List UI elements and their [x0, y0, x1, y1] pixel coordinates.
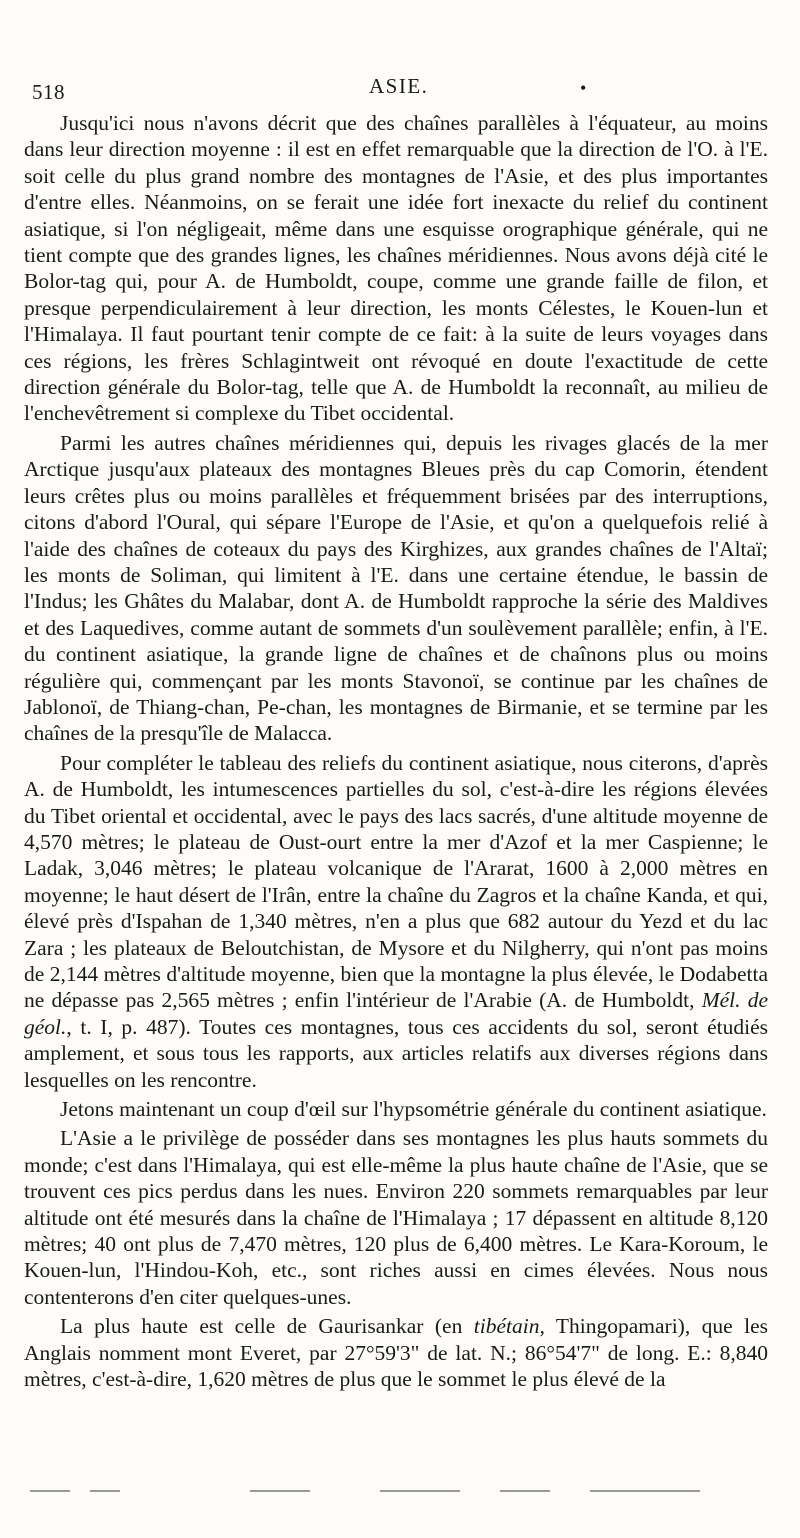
paragraph-6-tail: Thingopamari), que les Anglais nomment mont Everet, par 27°59'3" de lat. N.; 86°54'7" de long. E.: 8,840 mètres, c'est-à-dire, 1,620 mètres de plus que le sommet le plus élevé de la — [24, 1314, 769, 1392]
paragraph-3-text: Pour compléter le tableau des reliefs du continent asiatique, nous citerons, d'après A. de Humboldt, les intumescences partielles du sol, c'est-à-dire les régions élevées du Tibet oriental et occidental, avec le pays des lacs sacrés, d'une altitude moyenne de 4,570 mètres; le plateau de Oust-ourt entre la mer d'Azof et la mer Caspienne; le Ladak, 3,046 mètres; le plateau volcanique de l'Ararat, 1600 à 2,000 mètres en moyenne; le haut désert de l'Irân, entre la chaîne du Zagros et la chaîne Kanda, et qui, élevé près d'Ispahan de 1,340 mètres, n'en a plus que 682 autour du Yezd et du lac Zara ; les plateaux de Beloutchistan, de Mysore et du Nilgherry, qui n'ont pas moins de 2,144 mètres d'altitude moyenne, bien que la montagne la plus élevée, le Dodabetta ne dépasse pas 2,565 mètres ; enfin l'intérieur de l'Arabie (A. de Humboldt, — [24, 750, 768, 1013]
paragraph-6 — [24, 1313, 768, 1392]
paragraph-3-tail: , t. I, p. 487). Toutes ces montagnes, tous ces accidents du sol, seront étudiés amplement, et sous tous les rapports, aux articles relatifs aux diverses régions dans lesquelles on les rencontre. — [24, 1014, 768, 1092]
header-mark: • — [580, 78, 587, 98]
page-number: 518 — [32, 80, 65, 104]
paragraph-3 — [24, 750, 768, 1093]
paragraph-4: Jetons maintenant un coup d'œil sur l'hypsométrie générale du continent asiatique. — [60, 1097, 767, 1122]
language-term: tibétain, — [473, 1314, 545, 1339]
bleed-through-line — [30, 1490, 750, 1496]
book-page — [24, 74, 768, 1393]
body-text — [24, 110, 768, 1393]
paragraph-6-text: La plus haute est celle de Gaurisankar (en — [60, 1314, 474, 1339]
running-title: ASIE. — [369, 74, 429, 98]
citation-title: Mél. de géol. — [24, 988, 768, 1039]
page-header — [24, 74, 768, 110]
paragraph-5: L'Asie a le privilège de posséder dans ses montagnes les plus hauts sommets du monde; c'est dans l'Himalaya, qui est elle-même la plus haute chaîne de l'Asie, que se trouvent ces pics perdus dans les nues. Environ 220 sommets remarquables par leur altitude ont été mesurés dans la chaîne de l'Himalaya ; 17 dépassent en altitude 8,120 mètres; 40 ont plus de 7,470 mètres, 120 plus de 6,400 mètres. Le Kara-Koroum, le Kouen-lun, l'Hindou-Koh, etc., sont riches aussi en cimes élevées. Nous nous contenterons d'en citer quelques-unes. — [24, 1126, 768, 1309]
paragraph-1: Jusqu'ici nous n'avons décrit que des chaînes parallèles à l'équateur, au moins dans leur direction moyenne : il est en effet remarquable que la direction de l'O. à l'E. soit celle du plus grand nombre des montagnes de l'Asie, et des plus importantes d'entre elles. Néanmoins, on se ferait une idée fort inexacte du relief du continent asiatique, si l'on négligeait, même dans une esquisse orographique générale, qui ne tient compte que des grandes lignes, les chaînes méridiennes. Nous avons déjà cité le Bolor-tag qui, pour A. de Humboldt, coupe, comme une grande faille de filon, et presque perpendiculairement à leur direction, les monts Célestes, le Kouen-lun et l'Himalaya. Il faut pourtant tenir compte de ce fait: à la suite de leurs voyages dans ces régions, les frères Schlagintweit ont révoqué en doute l'exactitude de cette direction générale du Bolor-tag, telle que A. de Humboldt la reconnaît, au milieu de l'enchevêtrement si complexe du Tibet occidental. — [24, 111, 768, 426]
paragraph-2: Parmi les autres chaînes méridiennes qui, depuis les rivages glacés de la mer Arctique jusqu'aux plateaux des montagnes Bleues près du cap Comorin, étendent leurs crêtes plus ou moins parallèles et fréquemment brisées par des interruptions, citons d'abord l'Oural, qui sépare l'Europe de l'Asie, et qu'on a quelquefois relié à l'aide des chaînes de coteaux du pays des Kirghizes, aux grandes chaînes de l'Altaï; les monts de Soliman, qui limitent à l'E. dans une certaine étendue, le bassin de l'Indus; les Ghâtes du Malabar, dont A. de Humboldt rapproche la série des Maldives et des Laquedives, comme autant de sommets d'un soulèvement parallèle; enfin, à l'E. du continent asiatique, la grande ligne de chaînes et de chaînons plus ou moins régulière qui, commençant par les monts Stavonoï, se continue par les chaînes de Jablonoï, de Thiang-chan, Pe-chan, les montagnes de Birmanie, et se termine par les chaînes de la presqu'île de Malacca. — [24, 430, 768, 746]
